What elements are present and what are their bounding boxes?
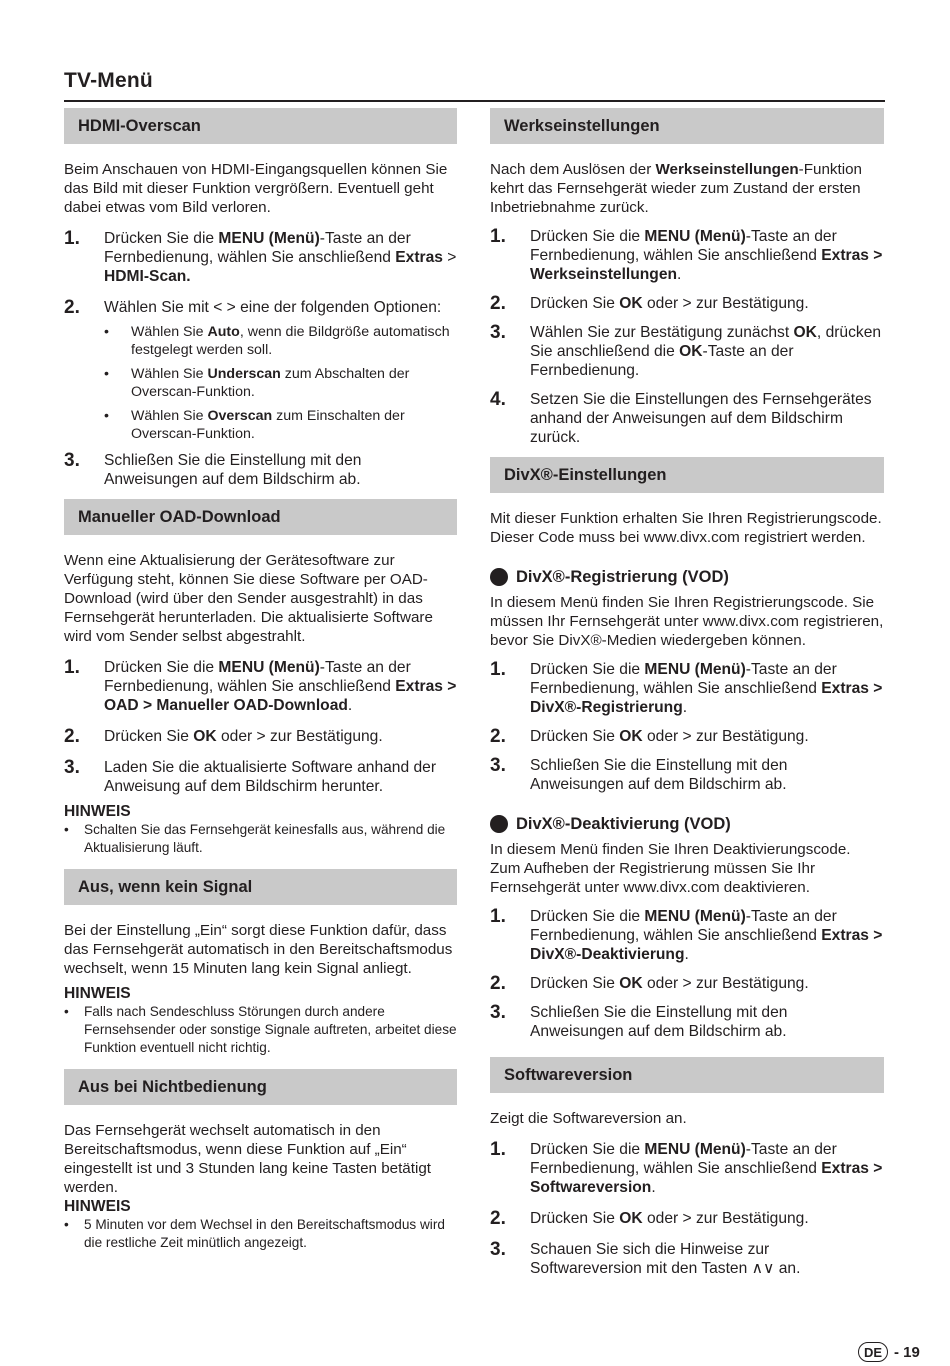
- idle-note-label: HINWEIS: [64, 1198, 131, 1215]
- oad-step-3: 3. Laden Sie die aktualisierte Software anhand der Anweisung auf dem Bildschirm herunter.: [64, 757, 437, 795]
- language-badge: DE: [858, 1342, 888, 1362]
- step-number: 1.: [490, 659, 506, 680]
- oad-step-1: 1. Drücken Sie die MENU (Menü)-Taste an der Fernbedienung, wählen Sie anschließend Extras > OAD > Manueller OAD-Download.: [64, 657, 457, 714]
- hdmi-step-3: 3. Schließen Sie die Einstellung mit den Anweisungen auf dem Bildschirm ab.: [64, 450, 362, 488]
- factory-step-2: 2. Drücken Sie OK oder > zur Bestätigung.: [490, 293, 809, 314]
- hdmi-step-2: 2. Wählen Sie mit < > eine der folgenden Optionen:: [64, 297, 442, 318]
- list-item: • Wählen Sie Overscan zum Einschalten der Overscan-Funktion.: [104, 408, 405, 442]
- list-item: • Wählen Sie Auto, wenn die Bildgröße automatisch festgelegt werden soll.: [104, 324, 450, 358]
- step-number: 2.: [490, 1208, 506, 1229]
- factory-step-1: 1. Drücken Sie die MENU (Menü)-Taste an der Fernbedienung, wählen Sie anschließend Extras > Werkseinstellungen.: [490, 226, 883, 283]
- step-number: 4.: [490, 389, 506, 410]
- factory-step-4: 4. Setzen Sie die Einstellungen des Fernsehgerätes anhand der Anweisungen auf dem Bildschirm zurück.: [490, 389, 872, 446]
- bullet-circle-icon: [490, 568, 508, 586]
- software-step-1: 1. Drücken Sie die MENU (Menü)-Taste an der Fernbedienung, wählen Sie anschließend Extras > Softwareversion.: [490, 1139, 883, 1196]
- software-step-2: 2. Drücken Sie OK oder > zur Bestätigung.: [490, 1208, 809, 1229]
- section-header-no-signal: Aus, wenn kein Signal: [64, 869, 457, 905]
- step-number: 1.: [490, 906, 506, 927]
- step-number: 2.: [490, 973, 506, 994]
- factory-step-3: 3. Wählen Sie zur Bestätigung zunächst OK, drücken Sie anschließend die OK-Taste an der Fernbedienung.: [490, 322, 882, 379]
- factory-intro: Nach dem Auslösen der Werkseinstellungen-Funktion kehrt das Fernsehgerät wieder zum Zustand der ersten Inbetriebnahme zurück.: [490, 161, 862, 216]
- idle-intro: Das Fernsehgerät wechselt automatisch in den Bereitschaftsmodus, wenn diese Funktion auf „Ein“ eingestellt ist und 3 Stunden lang keine Tasten betätigt werden.: [64, 1122, 432, 1196]
- divx-reg-step-1: 1. Drücken Sie die MENU (Menü)-Taste an der Fernbedienung, wählen Sie anschließend Extras > DivX®-Registrierung.: [490, 659, 883, 716]
- page-number-text: - 19: [894, 1343, 920, 1361]
- hdmi-step-1: 1. Drücken Sie die MENU (Menü)-Taste an der Fernbedienung, wählen Sie anschließend Extras > HDMI-Scan.: [64, 228, 457, 285]
- step-number: 2.: [490, 293, 506, 314]
- hdmi-options-list: [104, 323, 457, 443]
- page-title: TV-Menü: [64, 69, 153, 92]
- section-header-software-version: Softwareversion: [490, 1057, 884, 1093]
- oad-intro: Wenn eine Aktualisierung der Gerätesoftware zur Verfügung steht, können Sie diese Software per OAD-Download (wird über den Sender ausgestrahlt) in das Fernsehgerät herunterladen. Die aktualisierte Software wird vom Sender selbst abgestrahlt.: [64, 552, 433, 645]
- step-number: 1.: [490, 1139, 506, 1160]
- nosignal-note-label: HINWEIS: [64, 985, 131, 1002]
- step-number: 1.: [490, 226, 506, 247]
- step-number: 3.: [64, 450, 80, 471]
- step-number: 1.: [64, 228, 80, 249]
- left-column: [64, 108, 457, 1252]
- title-rule: [64, 100, 885, 102]
- step-number: 2.: [64, 297, 80, 318]
- idle-note: • 5 Minuten vor dem Wechsel in den Bereitschaftsmodus wird die restliche Zeit minütlich angezeigt.: [64, 1217, 445, 1250]
- right-column: [490, 108, 884, 1278]
- step-number: 3.: [490, 1002, 506, 1023]
- divx-dereg-step-2: 2. Drücken Sie OK oder > zur Bestätigung.: [490, 973, 809, 994]
- step-number: 3.: [490, 755, 506, 776]
- step-number: 1.: [64, 657, 80, 678]
- hdmi-intro: Beim Anschauen von HDMI-Eingangsquellen können Sie das Bild mit dieser Funktion vergrößern. Eventuell geht dabei etwas vom Bild verloren.: [64, 161, 448, 216]
- oad-note: • Schalten Sie das Fernsehgerät keinesfalls aus, während die Aktualisierung läuft.: [64, 822, 446, 855]
- list-item: • Wählen Sie Underscan zum Abschalten der Overscan-Funktion.: [104, 366, 410, 400]
- divx-dereg-step-1: 1. Drücken Sie die MENU (Menü)-Taste an der Fernbedienung, wählen Sie anschließend Extras > DivX®-Deaktivierung.: [490, 906, 883, 963]
- divx-deactivation-heading: DivX®-Deaktivierung (VOD): [490, 814, 884, 834]
- divx-intro: Mit dieser Funktion erhalten Sie Ihren Registrierungscode. Dieser Code muss bei www.divx.com registriert werden.: [490, 510, 882, 546]
- nosignal-note: • Falls nach Sendeschluss Störungen durch andere Fernsehsender oder sonstige Signale auftreten, arbeitet diese Funktion eventuell nicht richtig.: [64, 1004, 457, 1055]
- step-number: 2.: [490, 726, 506, 747]
- step-number: 3.: [490, 322, 506, 343]
- divx-dereg-step-3: 3. Schließen Sie die Einstellung mit den Anweisungen auf dem Bildschirm ab.: [490, 1002, 788, 1040]
- nosignal-intro: Bei der Einstellung „Ein“ sorgt diese Funktion dafür, dass das Fernsehgerät automatisch in den Bereitschaftsmodus wechselt, wenn 15 Minuten lang kein Signal anliegt.: [64, 922, 453, 977]
- step-number: 3.: [490, 1239, 506, 1260]
- step-number: 2.: [64, 726, 80, 747]
- divx-registration-heading: DivX®-Registrierung (VOD): [490, 567, 884, 587]
- oad-note-label: HINWEIS: [64, 803, 131, 820]
- software-step-3: 3. Schauen Sie sich die Hinweise zur Softwareversion mit den Tasten ∧∨ an.: [490, 1239, 801, 1277]
- oad-step-2: 2. Drücken Sie OK oder > zur Bestätigung.: [64, 726, 383, 747]
- divx-reg-step-2: 2. Drücken Sie OK oder > zur Bestätigung.: [490, 726, 809, 747]
- page-number: [858, 1342, 920, 1362]
- divx-reg-step-3: 3. Schließen Sie die Einstellung mit den Anweisungen auf dem Bildschirm ab.: [490, 755, 788, 793]
- bullet-circle-icon: [490, 815, 508, 833]
- section-header-hdmi-overscan: HDMI-Overscan: [64, 108, 457, 144]
- section-header-divx-settings: DivX®-Einstellungen: [490, 457, 884, 493]
- section-header-factory-reset: Werkseinstellungen: [490, 108, 884, 144]
- section-header-idle-off: Aus bei Nichtbedienung: [64, 1069, 457, 1105]
- software-intro: Zeigt die Softwareversion an.: [490, 1110, 687, 1127]
- step-number: 3.: [64, 757, 80, 778]
- section-header-oad-download: Manueller OAD-Download: [64, 499, 457, 535]
- divx-deactivation-intro: In diesem Menü finden Sie Ihren Deaktivierungscode. Zum Aufheben der Registrierung müssen Sie Ihr Fernsehgerät unter www.divx.com deaktivieren.: [490, 841, 851, 896]
- divx-registration-intro: In diesem Menü finden Sie Ihren Registrierungscode. Sie müssen Ihr Fernsehgerät unter www.divx.com registrieren, bevor Sie DivX®-Medien wiedergeben können.: [490, 594, 884, 649]
